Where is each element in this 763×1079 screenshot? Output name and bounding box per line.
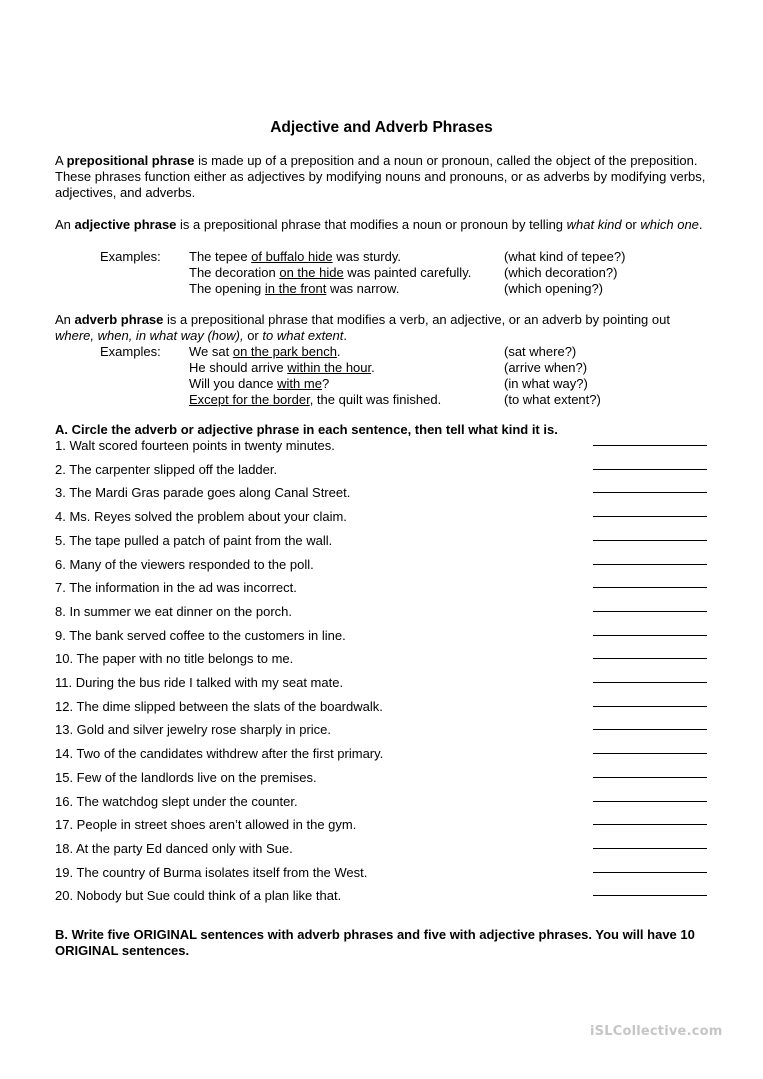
intro-text-1: A bbox=[55, 153, 67, 168]
intro-text-2: is made up of a preposition and a noun or pronoun, called the object of the preposition. These phrases function either as adjectives by modifying nouns and pronouns, or as adverbs by modifying verbs, adjectives, and adverbs. bbox=[55, 153, 706, 200]
exercise-item bbox=[55, 794, 710, 810]
answer-line[interactable] bbox=[593, 801, 707, 802]
example-text: was narrow. bbox=[326, 281, 400, 296]
exercise-sentence: 4. Ms. Reyes solved the problem about your claim. bbox=[55, 509, 347, 525]
example-note: (sat where?) bbox=[504, 344, 577, 359]
example-text: He should arrive bbox=[189, 360, 288, 375]
adj-italic-1: what kind bbox=[566, 217, 622, 232]
exercise-sentence: 9. The bank served coffee to the customers in line. bbox=[55, 627, 346, 643]
exercise-item bbox=[55, 651, 710, 667]
adv-text-1: An bbox=[55, 312, 75, 327]
example-text: was painted carefully. bbox=[343, 265, 472, 280]
answer-line[interactable] bbox=[593, 492, 707, 493]
examples-label: Examples: bbox=[100, 249, 161, 264]
exercise-sentence: 8. In summer we eat dinner on the porch. bbox=[55, 603, 293, 619]
exercise-sentence: 15. Few of the landlords live on the premises. bbox=[55, 769, 317, 785]
exercise-sentence: 3. The Mardi Gras parade goes along Canal Street. bbox=[55, 485, 351, 501]
exercise-sentence: 16. The watchdog slept under the counter. bbox=[55, 793, 298, 809]
exercise-sentence: 7. The information in the ad was incorrect. bbox=[55, 580, 297, 596]
adv-italic-2: to what extent bbox=[262, 328, 344, 343]
answer-line[interactable] bbox=[593, 611, 707, 612]
examples-label: Examples: bbox=[100, 344, 161, 359]
exercise-sentence: 20. Nobody but Sue could think of a plan like that. bbox=[55, 888, 342, 904]
answer-line[interactable] bbox=[593, 848, 707, 849]
example-note: (to what extent?) bbox=[504, 392, 601, 407]
section-a-heading: A. Circle the adverb or adjective phrase in each sentence, then tell what kind it is. bbox=[55, 422, 558, 437]
example-text: The opening bbox=[189, 281, 265, 296]
exercise-item bbox=[55, 509, 710, 525]
example-text: was sturdy. bbox=[332, 249, 401, 264]
adv-italic-1: where, when, in what way (how), bbox=[55, 328, 244, 343]
exercise-sentence: 13. Gold and silver jewelry rose sharply in price. bbox=[55, 722, 332, 738]
exercise-item bbox=[55, 722, 710, 738]
example-note: (in what way?) bbox=[504, 376, 588, 391]
adj-example-row bbox=[0, 249, 763, 265]
example-note: (which decoration?) bbox=[504, 265, 618, 280]
answer-line[interactable] bbox=[593, 753, 707, 754]
answer-line[interactable] bbox=[593, 658, 707, 659]
adv-example-row bbox=[0, 344, 763, 360]
exercise-sentence: 2. The carpenter slipped off the ladder. bbox=[55, 461, 278, 477]
exercise-sentence: 14. Two of the candidates withdrew after the first primary. bbox=[55, 746, 384, 762]
adv-example-row bbox=[0, 392, 763, 408]
example-sentence bbox=[189, 376, 329, 392]
example-sentence bbox=[189, 360, 375, 376]
adv-term: adverb phrase bbox=[74, 312, 164, 327]
example-phrase: on the hide bbox=[279, 265, 344, 280]
example-text: The tepee bbox=[189, 249, 252, 264]
adv-text-3: or bbox=[243, 328, 263, 343]
exercise-item bbox=[55, 557, 710, 573]
example-text: . bbox=[371, 360, 375, 375]
adv-example-row bbox=[0, 376, 763, 392]
exercise-item bbox=[55, 533, 710, 549]
exercise-item bbox=[55, 438, 710, 454]
exercise-item bbox=[55, 817, 710, 833]
example-sentence bbox=[189, 265, 471, 281]
answer-line[interactable] bbox=[593, 635, 707, 636]
example-text: Will you dance bbox=[189, 376, 278, 391]
answer-line[interactable] bbox=[593, 587, 707, 588]
adverb-definition bbox=[55, 312, 710, 344]
exercise-item bbox=[55, 841, 710, 857]
adv-text-4: . bbox=[343, 328, 347, 343]
exercise-sentence: 19. The country of Burma isolates itself from the West. bbox=[55, 864, 368, 880]
adj-text-4: . bbox=[698, 217, 703, 232]
exercise-sentence: 5. The tape pulled a patch of paint from the wall. bbox=[55, 532, 333, 548]
exercise-item bbox=[55, 865, 710, 881]
example-sentence bbox=[189, 281, 399, 297]
answer-line[interactable] bbox=[593, 706, 707, 707]
exercise-item bbox=[55, 580, 710, 596]
exercise-sentence: 18. At the party Ed danced only with Sue. bbox=[55, 840, 293, 856]
answer-line[interactable] bbox=[593, 469, 707, 470]
answer-line[interactable] bbox=[593, 564, 707, 565]
example-phrase: in the front bbox=[264, 281, 327, 296]
answer-line[interactable] bbox=[593, 540, 707, 541]
exercise-item bbox=[55, 675, 710, 691]
answer-line[interactable] bbox=[593, 682, 707, 683]
answer-line[interactable] bbox=[593, 516, 707, 517]
exercise-item bbox=[55, 604, 710, 620]
example-sentence bbox=[189, 249, 401, 265]
adj-text-1: An bbox=[55, 217, 75, 232]
exercise-item bbox=[55, 628, 710, 644]
intro-paragraph bbox=[55, 153, 710, 201]
example-note: (what kind of tepee?) bbox=[504, 249, 626, 264]
example-phrase: with me bbox=[277, 376, 322, 391]
answer-line[interactable] bbox=[593, 824, 707, 825]
example-text: . bbox=[336, 344, 341, 359]
exercise-sentence: 11. During the bus ride I talked with my seat mate. bbox=[55, 675, 344, 690]
answer-line[interactable] bbox=[593, 729, 707, 730]
exercise-sentence: 6. Many of the viewers responded to the poll. bbox=[55, 556, 314, 572]
example-text: , the quilt was finished. bbox=[309, 392, 442, 407]
exercise-item bbox=[55, 462, 710, 478]
answer-line[interactable] bbox=[593, 895, 707, 896]
adjective-definition bbox=[55, 217, 710, 233]
adj-example-row bbox=[0, 265, 763, 281]
exercise-item bbox=[55, 770, 710, 786]
adv-text-2: is a prepositional phrase that modifies a verb, an adjective, or an adverb by pointing out bbox=[163, 312, 670, 327]
example-note: (arrive when?) bbox=[504, 360, 588, 375]
answer-line[interactable] bbox=[593, 872, 707, 873]
exercise-sentence: 17. People in street shoes aren’t allowed in the gym. bbox=[55, 817, 357, 833]
example-phrase: Except for the border bbox=[189, 392, 310, 407]
adj-italic-2: which one bbox=[640, 217, 699, 232]
exercise-sentence: 1. Walt scored fourteen points in twenty minutes. bbox=[55, 438, 335, 453]
answer-line[interactable] bbox=[593, 445, 707, 446]
exercise-sentence: 10. The paper with no title belongs to me. bbox=[55, 651, 294, 667]
example-text: ? bbox=[321, 376, 330, 391]
example-phrase: within the hour bbox=[287, 360, 372, 375]
example-phrase: of buffalo hide bbox=[251, 249, 333, 264]
exercise-sentence: 12. The dime slipped between the slats of the boardwalk. bbox=[55, 698, 383, 714]
adj-text-2: is a prepositional phrase that modifies a noun or pronoun by telling bbox=[176, 217, 567, 232]
example-note: (which opening?) bbox=[504, 281, 604, 296]
watermark: iSLCollective.com bbox=[590, 1024, 723, 1039]
section-b-heading: B. Write five ORIGINAL sentences with adverb phrases and five with adjective phrases. You will have 10 ORIGINAL sentences. bbox=[55, 927, 695, 958]
page-title: Adjective and Adverb Phrases bbox=[270, 119, 493, 136]
example-text: The decoration bbox=[189, 265, 280, 280]
adv-example-row bbox=[0, 360, 763, 376]
adj-term: adjective phrase bbox=[74, 217, 177, 232]
intro-term: prepositional phrase bbox=[66, 153, 195, 168]
adj-example-row bbox=[0, 281, 763, 297]
example-phrase: on the park bench bbox=[232, 344, 337, 359]
exercise-item bbox=[55, 699, 710, 715]
exercise-item bbox=[55, 746, 710, 762]
exercise-item bbox=[55, 485, 710, 501]
answer-line[interactable] bbox=[593, 777, 707, 778]
adj-text-3: or bbox=[621, 217, 641, 232]
example-sentence bbox=[189, 344, 341, 360]
example-sentence bbox=[189, 392, 441, 408]
example-text: We sat bbox=[189, 344, 233, 359]
exercise-item bbox=[55, 888, 710, 904]
